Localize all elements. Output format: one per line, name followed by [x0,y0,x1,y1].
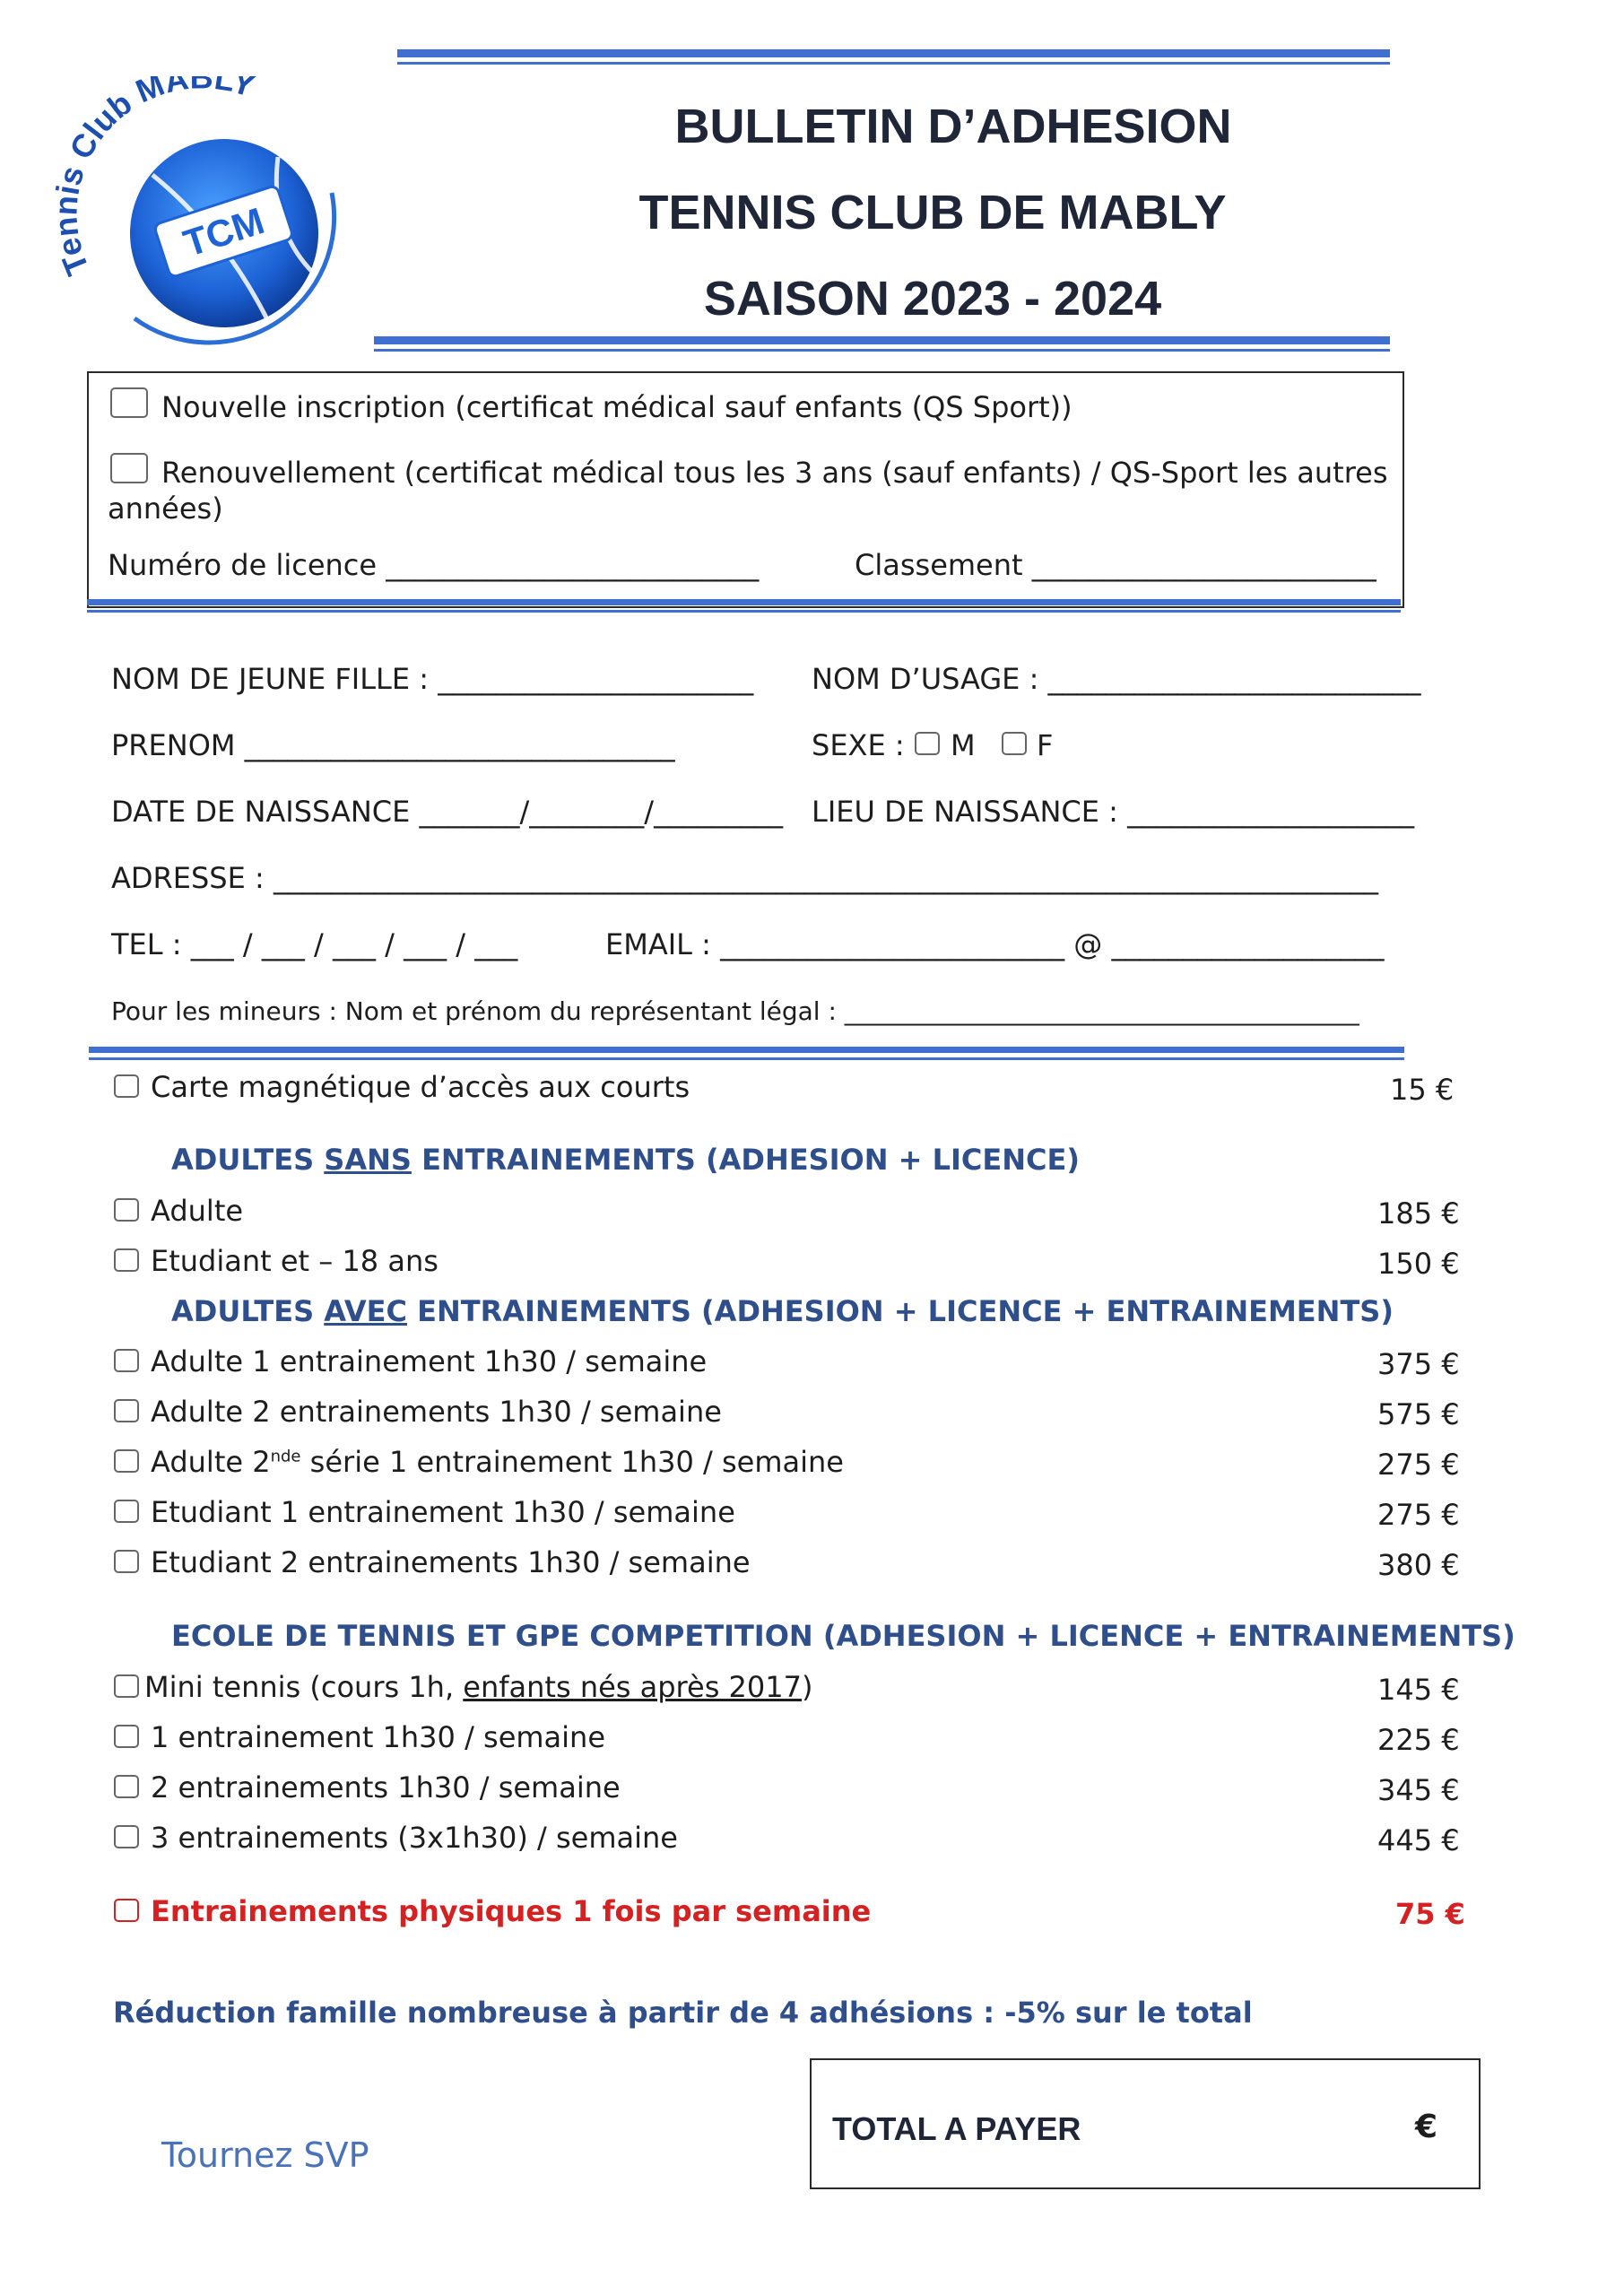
lieu-naissance-field[interactable]: LIEU DE NAISSANCE : ____________________ [812,795,1415,829]
identity-rule [89,1047,1404,1053]
entrainements-physiques-label: Entrainements physiques 1 fois par semaine [151,1894,872,1928]
sexe-f-checkbox[interactable] [1002,732,1027,755]
mini-tennis-label: Mini tennis (cours 1h, enfants nés après 2017) [144,1670,813,1704]
adulte-2-entrainements-price: 575 € [1377,1397,1460,1431]
nom-usage-field[interactable]: NOM D’USAGE : __________________________ [812,662,1421,696]
adulte-2-entrainements-label: Adulte 2 entrainements 1h30 / semaine [151,1395,722,1429]
adulte-2nde-serie-checkbox[interactable] [114,1449,139,1473]
sexe-label: SEXE : [812,728,905,762]
etudiant-price: 150 € [1377,1247,1460,1281]
title-club: TENNIS CLUB DE MABLY [638,186,1227,239]
nouvelle-inscription-checkbox[interactable] [110,387,148,418]
entrainements-physiques-price: 75 € [1395,1897,1465,1931]
ecole-1-entrainement-price: 225 € [1377,1723,1460,1757]
adulte-1-entrainement-label: Adulte 1 entrainement 1h30 / semaine [151,1344,708,1378]
etudiant-label: Etudiant et – 18 ans [151,1244,439,1278]
etudiant-2-entrainements-price: 380 € [1377,1548,1460,1582]
tournez-svp: Tournez SVP [161,2135,369,2175]
ecole-2-entrainements-label: 2 entrainements 1h30 / semaine [151,1770,621,1805]
sexe-m-checkbox[interactable] [915,732,940,755]
prenom-field[interactable]: PRENOM ______________________________ [111,728,675,762]
renouvellement-label: Renouvellement (certificat médical tous les 3 ans (sauf enfants) / QS-Sport les autres [161,456,1388,490]
nom-jeune-fille-field[interactable]: NOM DE JEUNE FILLE : ______________________ [111,662,754,696]
representant-legal-field[interactable]: Pour les mineurs : Nom et prénom du représentant légal : _________________________________________ [111,996,1359,1026]
title-saison: SAISON 2023 - 2024 [703,272,1162,326]
ecole-2-entrainements-price: 345 € [1377,1773,1460,1807]
club-logo [54,76,359,372]
adulte-2nde-serie-label: Adulte 2nde série 1 entrainement 1h30 / semaine [151,1445,844,1479]
identity-rule-thin [89,1057,1404,1060]
sexe-f-label: F [1037,728,1054,762]
etudiant-1-entrainement-checkbox[interactable] [114,1500,139,1523]
section-adultes-sans: ADULTES SANS ENTRAINEMENTS (ADHESION + LICENCE) [171,1143,1080,1177]
header-rule-top [397,49,1390,57]
adulte-label: Adulte [151,1194,244,1228]
ecole-3-entrainements-label: 3 entrainements (3x1h30) / semaine [151,1821,678,1855]
tel-field[interactable]: TEL : ___ / ___ / ___ / ___ / ___ [111,927,518,961]
section-adultes-avec: ADULTES AVEC ENTRAINEMENTS (ADHESION + LICENCE + ENTRAINEMENTS) [171,1294,1394,1328]
etudiant-checkbox[interactable] [114,1248,139,1272]
mini-tennis-price: 145 € [1377,1673,1460,1707]
sexe-m-label: M [951,728,976,762]
adresse-field[interactable]: ADRESSE : _____________________________________________________________________________ [111,861,1378,895]
etudiant-2-entrainements-checkbox[interactable] [114,1550,139,1573]
adulte-1-entrainement-checkbox[interactable] [114,1349,139,1372]
licence-field[interactable]: Numéro de licence __________________________ [108,548,760,582]
adulte-2-entrainements-checkbox[interactable] [114,1399,139,1422]
total-currency: € [1415,2109,1438,2145]
header-rule-bottom-thin [374,349,1390,352]
date-naissance-field[interactable]: DATE DE NAISSANCE _______/________/_________ [111,795,784,829]
header-rule-top-thin [397,62,1390,65]
header-rule-bottom [374,336,1390,344]
adulte-1-entrainement-price: 375 € [1377,1347,1460,1381]
mini-tennis-checkbox[interactable] [114,1674,139,1698]
logo-arc-text: T s Club MABLY [54,76,260,281]
box-rule [87,599,1401,605]
adulte-2nde-serie-price: 275 € [1377,1448,1460,1482]
email-field[interactable]: EMAIL : ________________________ @ ___________________ [605,927,1385,961]
carte-price: 15 € [1390,1073,1455,1107]
section-ecole-tennis: ECOLE DE TENNIS ET GPE COMPETITION (ADHESION + LICENCE + ENTRAINEMENTS) [171,1619,1515,1653]
carte-label: Carte magnétique d’accès aux courts [151,1070,690,1104]
logo-ball-text: TCM [178,199,270,265]
ecole-2-entrainements-checkbox[interactable] [114,1775,139,1798]
adulte-price: 185 € [1377,1196,1460,1231]
ecole-1-entrainement-label: 1 entrainement 1h30 / semaine [151,1720,606,1754]
adulte-checkbox[interactable] [114,1198,139,1222]
classement-field[interactable]: Classement ________________________ [855,548,1376,582]
ecole-3-entrainements-price: 445 € [1377,1823,1460,1857]
reduction-note: Réduction famille nombreuse à partir de 4 adhésions : -5% sur le total [113,1996,1253,2030]
etudiant-2-entrainements-label: Etudiant 2 entrainements 1h30 / semaine [151,1545,751,1579]
box-rule-thin [87,610,1401,613]
carte-checkbox[interactable] [114,1074,139,1098]
total-label: TOTAL A PAYER [832,2110,1081,2147]
renouvellement-checkbox[interactable] [110,453,148,483]
renouvellement-label-cont: années) [108,491,223,526]
ecole-3-entrainements-checkbox[interactable] [114,1825,139,1848]
etudiant-1-entrainement-label: Etudiant 1 entrainement 1h30 / semaine [151,1495,735,1529]
entrainements-physiques-checkbox[interactable] [114,1899,139,1922]
title-bulletin: BULLETIN D’ADHESION [674,100,1232,153]
nouvelle-inscription-label: Nouvelle inscription (certificat médical sauf enfants (QS Sport)) [161,390,1073,424]
etudiant-1-entrainement-price: 275 € [1377,1498,1460,1532]
ecole-1-entrainement-checkbox[interactable] [114,1725,139,1748]
